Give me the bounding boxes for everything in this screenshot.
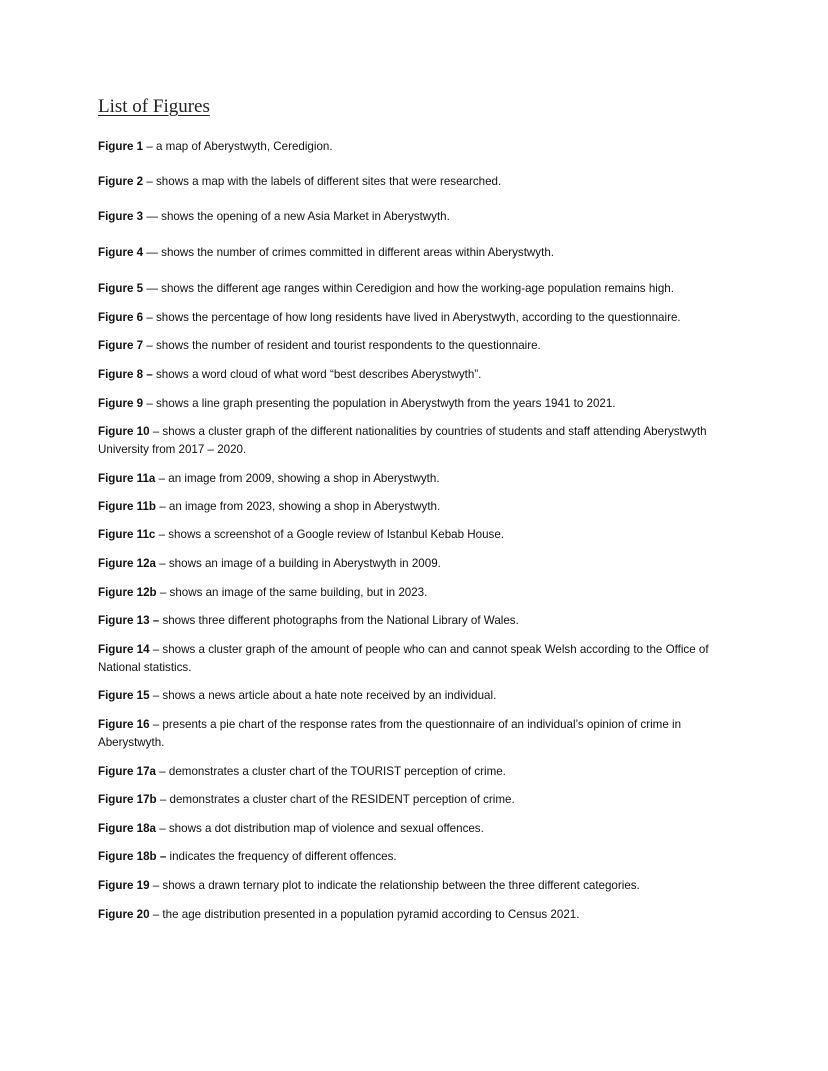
- figure-entry: [98, 848, 738, 866]
- figure-entry: [98, 906, 738, 924]
- figure-label: Figure 7: [98, 339, 144, 352]
- figure-label: Figure 14: [98, 643, 150, 656]
- figure-entry: [98, 470, 738, 488]
- figure-label: Figure 4: [98, 246, 144, 259]
- figure-description: shows three different photographs from the National Library of Wales.: [159, 614, 519, 627]
- figure-entry: [98, 687, 738, 705]
- figure-description: – presents a pie chart of the response rates from the questionnaire of an individual’s opinion of crime in Aberystwyth.: [98, 718, 682, 749]
- figure-label: Figure 10: [98, 425, 150, 438]
- figure-description: – shows the number of resident and tourist respondents to the questionnaire.: [143, 339, 541, 352]
- figure-description: – shows a map with the labels of different sites that were researched.: [143, 175, 502, 188]
- figure-description: – shows an image of the same building, but in 2023.: [156, 586, 428, 599]
- figure-entry: [98, 498, 738, 516]
- figure-entry: [98, 763, 738, 781]
- figure-description: – a map of Aberystwyth, Ceredigion.: [143, 140, 333, 153]
- figure-entry: [98, 280, 738, 298]
- figure-description: – shows the percentage of how long residents have lived in Aberystwyth, according to the questionnaire.: [143, 311, 681, 324]
- figure-label: Figure 8 –: [98, 368, 153, 381]
- figure-description: — shows the number of crimes committed in different areas within Aberystwyth.: [143, 246, 554, 259]
- figure-description: – shows a dot distribution map of violence and sexual offences.: [156, 822, 484, 835]
- figure-description: – shows a cluster graph of the amount of people who can and cannot speak Welsh according to the Office of National statistics.: [98, 643, 709, 674]
- figure-label: Figure 11b: [98, 500, 156, 513]
- figure-entry: [98, 584, 738, 602]
- figure-description: — shows the opening of a new Asia Market in Aberystwyth.: [143, 210, 450, 223]
- figure-label: Figure 6: [98, 311, 144, 324]
- figure-entry: [98, 820, 738, 838]
- figure-description: indicates the frequency of different offences.: [166, 850, 397, 863]
- figure-description: – an image from 2023, showing a shop in Aberystwyth.: [156, 500, 441, 513]
- figure-label: Figure 3: [98, 210, 144, 223]
- figure-description: – the age distribution presented in a population pyramid according to Census 2021.: [149, 908, 580, 921]
- figure-description: shows a word cloud of what word “best describes Aberystwyth”.: [152, 368, 482, 381]
- figure-description: – shows a screenshot of a Google review of Istanbul Kebab House.: [155, 528, 505, 541]
- figure-label: Figure 12a: [98, 557, 156, 570]
- figure-label: Figure 17a: [98, 765, 156, 778]
- figure-description: – shows a news article about a hate note received by an individual.: [149, 689, 497, 702]
- figure-description: – an image from 2009, showing a shop in Aberystwyth.: [155, 472, 440, 485]
- figure-entry: [98, 173, 738, 191]
- figure-entry: [98, 877, 738, 895]
- figure-entry: [98, 337, 738, 355]
- figure-entry: [98, 641, 738, 677]
- figure-entry: [98, 208, 738, 226]
- figure-label: Figure 13 –: [98, 614, 160, 627]
- figure-entry: [98, 395, 738, 413]
- figure-label: Figure 2: [98, 175, 144, 188]
- figure-label: Figure 15: [98, 689, 150, 702]
- figure-entry: [98, 244, 738, 262]
- figure-entry: [98, 555, 738, 573]
- figure-description: — shows the different age ranges within Ceredigion and how the working-age population remains high.: [143, 282, 674, 295]
- figure-label: Figure 18a: [98, 822, 156, 835]
- figure-entry: [98, 423, 738, 459]
- figure-label: Figure 9: [98, 397, 144, 410]
- figure-label: Figure 20: [98, 908, 150, 921]
- figure-entry: [98, 612, 738, 630]
- figure-label: Figure 17b: [98, 793, 157, 806]
- page-title: List of Figures: [98, 96, 210, 117]
- figure-description: – demonstrates a cluster chart of the RESIDENT perception of crime.: [156, 793, 515, 806]
- figure-label: Figure 11c: [98, 528, 156, 541]
- figure-label: Figure 19: [98, 879, 150, 892]
- figure-label: Figure 16: [98, 718, 150, 731]
- figure-label: Figure 18b –: [98, 850, 167, 863]
- figure-description: – shows an image of a building in Aberystwyth in 2009.: [156, 557, 441, 570]
- figure-entry: [98, 526, 738, 544]
- figure-description: – demonstrates a cluster chart of the TOURIST perception of crime.: [156, 765, 506, 778]
- figure-label: Figure 5: [98, 282, 144, 295]
- figure-description: – shows a line graph presenting the population in Aberystwyth from the years 1941 to 2021.: [143, 397, 616, 410]
- figure-entry: [98, 366, 738, 384]
- figure-label: Figure 12b: [98, 586, 157, 599]
- figure-label: Figure 1: [98, 140, 144, 153]
- figure-entry: [98, 309, 738, 327]
- figure-description: – shows a cluster graph of the different nationalities by countries of students and staff attending Aberystwyth University from 2017 – 2020.: [98, 425, 707, 456]
- figure-description: – shows a drawn ternary plot to indicate the relationship between the three different categories.: [149, 879, 640, 892]
- figure-label: Figure 11a: [98, 472, 156, 485]
- figure-entry: [98, 791, 738, 809]
- figure-entry: [98, 138, 738, 156]
- figure-entry: [98, 716, 738, 752]
